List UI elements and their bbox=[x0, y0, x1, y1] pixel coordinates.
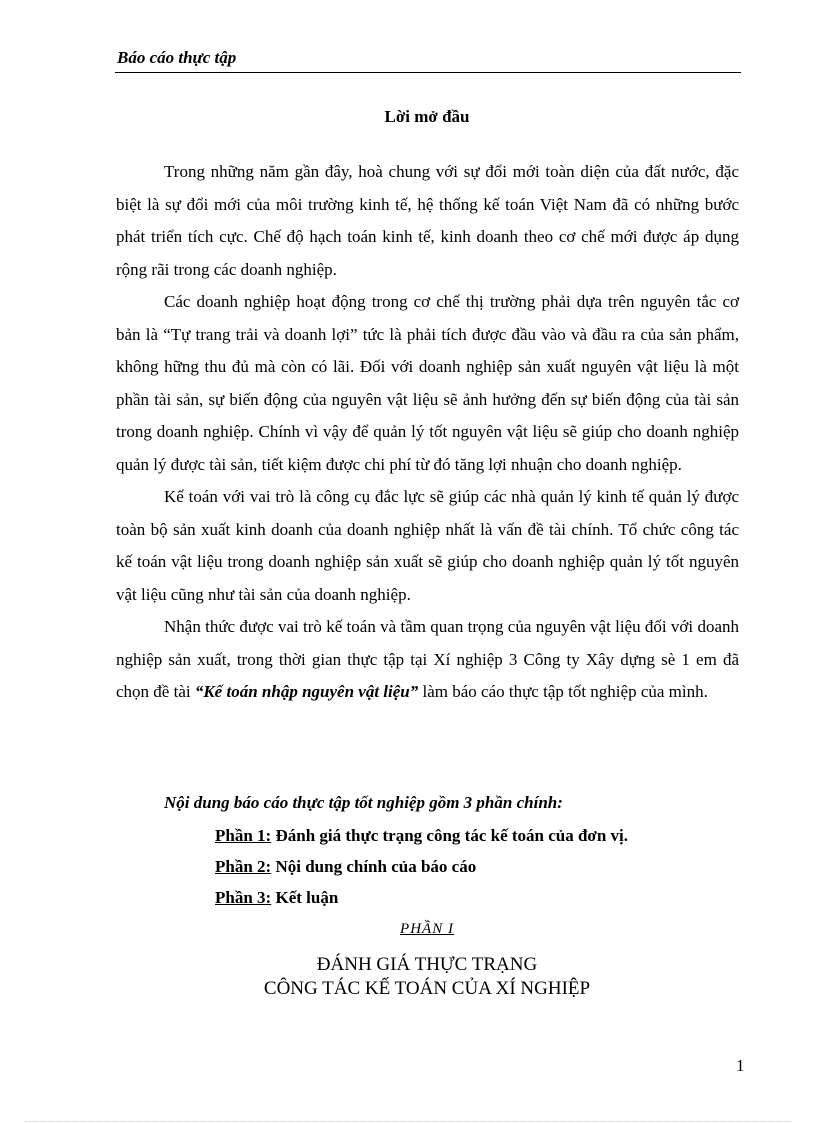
header-title: Báo cáo thực tập bbox=[117, 48, 237, 67]
body-text bbox=[116, 156, 739, 709]
outline-part-item bbox=[215, 888, 628, 919]
header-rule bbox=[115, 72, 741, 73]
part-one-label: PHẦN I bbox=[400, 921, 454, 937]
part-title: Nội dung chính của báo cáo bbox=[271, 857, 477, 876]
paragraph-4-text-before: Nhận thức được vai trò kế toán và tầm quan trọng của nguyên vật liệu đối với doanh nghiệp sản xuất, trong thời gian thực tập tại Xí nghiệp 3 Công ty Xây dựng sè 1 em đã chọn đề tài bbox=[116, 617, 739, 701]
outline-heading: Nội dung báo cáo thực tập tốt nghiệp gồm 3 phần chính: bbox=[164, 793, 563, 812]
report-topic: “Kế toán nhập nguyên vật liệu” bbox=[194, 682, 419, 701]
paragraph-3: Kế toán với vai trò là công cụ đắc lực sẽ giúp các nhà quản lý kinh tế quản lý được toàn bộ sản xuất kinh doanh của doanh nghiệp nhất là vấn đề tài chính. Tổ chức công tác kế toán vật liệu trong doanh nghiệp sản xuất sẽ giúp cho doanh nghiệp quản lý tốt nguyên vật liệu cũng như tài sản của doanh nghiệp. bbox=[116, 487, 739, 604]
part-one-title bbox=[0, 953, 816, 1001]
page-number: 1 bbox=[736, 1056, 745, 1075]
paragraph-2: Các doanh nghiệp hoạt động trong cơ chế thị trường phải dựa trên nguyên tắc cơ bản là “Tự trang trải và doanh lợi” tức là phải tích được đầu vào và đầu ra của sản phẩm, không hững thu đủ mà còn có lãi. Đối với doanh nghiệp sản xuất nguyên vật liệu là một phần tài sản, sự biến động của nguyên vật liệu sẽ ảnh hưởng đến sự biến động của tài sản trong doanh nghiệp. Chính vì vậy để quản lý tốt nguyên vật liệu sẽ giúp cho doanh nghiệp quản lý được tài sản, tiết kiệm được chi phí từ đó tăng lợi nhuận cho doanh nghiệp. bbox=[116, 292, 739, 474]
paragraph-4-text-after: làm báo cáo thực tập tốt nghiệp của mình. bbox=[418, 682, 708, 701]
outline-part-item bbox=[215, 857, 628, 888]
part-label: Phần 1: bbox=[215, 826, 272, 845]
part-one-title-line-1: ĐÁNH GIÁ THỰC TRẠNG bbox=[316, 954, 538, 975]
page-break-divider bbox=[25, 1121, 791, 1122]
part-one-title-line-2: CÔNG TÁC KẾ TOÁN CỦA XÍ NGHIỆP bbox=[263, 978, 591, 999]
outline-part-list bbox=[215, 826, 628, 919]
part-title: Đánh giá thực trạng công tác kế toán của đơn vị. bbox=[271, 826, 629, 845]
paragraph-1: Trong những năm gần đây, hoà chung với sự đổi mới toàn diện của đất nước, đặc biệt là sự đổi mới của môi trường kinh tế, hệ thống kế toán Việt Nam đã có những bước phát triển tích cực. Chế độ hạch toán kinh tế, kinh doanh theo cơ chế mới được áp dụng rộng rãi trong các doanh nghiệp. bbox=[116, 162, 739, 279]
section-heading: Lời mở đầu bbox=[384, 107, 470, 126]
paragraph-4 bbox=[116, 611, 739, 709]
part-title: Kết luận bbox=[271, 888, 339, 907]
outline-part-item bbox=[215, 826, 628, 857]
part-label: Phần 2: bbox=[215, 857, 272, 876]
part-label: Phần 3: bbox=[215, 888, 272, 907]
